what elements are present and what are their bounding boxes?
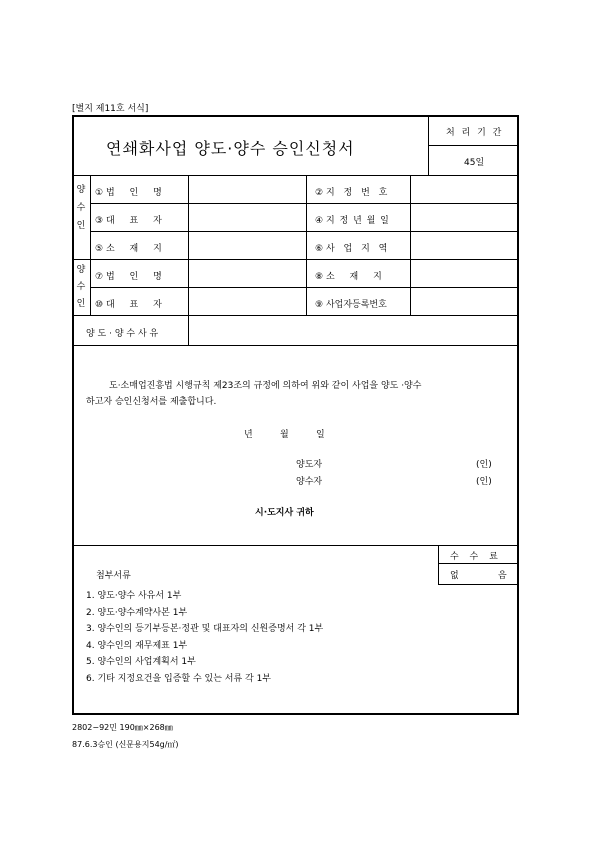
date-day: 일 bbox=[316, 430, 325, 440]
field-designation-date-label: ④ 지 정 년 월 일 bbox=[315, 216, 390, 226]
transferee-group-label: 양 수 인 bbox=[76, 265, 86, 309]
date-month: 월 bbox=[280, 430, 289, 440]
field-designation-number-label: ② 지 정 번 호 bbox=[315, 188, 391, 198]
field-transferee-representative-value[interactable] bbox=[189, 288, 306, 315]
fee-value-left: 없 bbox=[450, 571, 459, 581]
field-business-area-label: ⑥ 사 업 지 역 bbox=[315, 244, 391, 254]
statement-line-1: 도·소매업진흥법 시행규칙 제23조의 규정에 의하여 위와 같이 사업을 양도 ·양수 bbox=[109, 381, 422, 391]
statement-line-2: 하고자 승인신청서를 제출합니다. bbox=[86, 397, 217, 407]
addressee: 시·도지사 귀하 bbox=[255, 508, 314, 518]
field-transferee-corp-name-value[interactable] bbox=[189, 260, 306, 287]
list-item: 5. 양수인의 사업계획서 1부 bbox=[86, 657, 196, 667]
field-number: ① bbox=[95, 188, 104, 198]
field-corp-name-label: ① 법 인 명 bbox=[95, 188, 168, 198]
field-number: ⑤ bbox=[95, 244, 104, 254]
field-location-label: ⑤ 소 재 지 bbox=[95, 244, 168, 254]
field-number: ⑧ bbox=[315, 272, 324, 282]
group-label-divider bbox=[90, 175, 91, 315]
processing-period-label: 처 리 기 간 bbox=[446, 128, 504, 138]
field-number: ③ bbox=[95, 216, 104, 226]
list-item: 1. 양도·양수 사유서 1부 bbox=[86, 591, 182, 601]
frame-right bbox=[517, 115, 519, 715]
field-transferee-location-value[interactable] bbox=[411, 260, 517, 287]
processing-period-value: 45일 bbox=[464, 158, 485, 168]
list-item: 3. 양수인의 등기부등본·정관 및 대표자의 신원증명서 각 1부 bbox=[86, 624, 324, 634]
footer-spec-line-1: 2802−92민 190㎜×268㎜ bbox=[72, 723, 173, 732]
transferor-seal: (인) bbox=[476, 460, 492, 470]
frame-top bbox=[72, 115, 519, 117]
processing-mid-line bbox=[428, 145, 518, 146]
list-item: 4. 양수인의 재무제표 1부 bbox=[86, 640, 188, 651]
footer-spec-line-2: 87.6.3승인 (신문용지54g/㎡) bbox=[72, 740, 179, 749]
field-business-area-value[interactable] bbox=[411, 232, 517, 259]
body-bottom-line bbox=[72, 545, 518, 546]
field-number: ⑨ bbox=[315, 300, 324, 310]
field-location-value[interactable] bbox=[189, 232, 306, 259]
field-transferee-location-label: ⑧ 소 재 지 bbox=[315, 272, 388, 282]
fee-bottom-line bbox=[438, 584, 518, 585]
frame-bottom bbox=[72, 713, 519, 715]
field-number: ④ bbox=[315, 216, 324, 226]
field-number: ⑥ bbox=[315, 244, 324, 254]
fee-mid-line bbox=[438, 563, 518, 564]
field-representative-label: ③ 대 표 자 bbox=[95, 216, 168, 226]
fee-label: 수 수 료 bbox=[450, 552, 502, 562]
field-business-registration-value[interactable] bbox=[411, 288, 517, 315]
field-number: ⑦ bbox=[95, 272, 104, 282]
row-line bbox=[72, 345, 518, 346]
field-transferee-corp-name-label: ⑦ 법 인 명 bbox=[95, 272, 168, 282]
field-transferee-representative-label: ⑩ 대 표 자 bbox=[95, 300, 168, 310]
attachments-list bbox=[86, 588, 323, 687]
transferee-signature-label: 양수자 bbox=[296, 477, 323, 487]
field-designation-date-value[interactable] bbox=[411, 204, 517, 231]
list-item: 2. 양도·양수계약사본 1부 bbox=[86, 607, 188, 618]
field-number: ⑩ bbox=[95, 300, 104, 310]
field-business-registration-label: ⑨ 사업자등록번호 bbox=[315, 300, 387, 310]
transferee-seal: (인) bbox=[476, 477, 492, 487]
date-year: 년 bbox=[244, 430, 253, 440]
field-number: ② bbox=[315, 188, 324, 198]
list-item: 6. 기타 지정요건을 입증할 수 있는 서류 각 1부 bbox=[86, 673, 271, 684]
reason-label: 양 도 · 양 수 사 유 bbox=[86, 329, 159, 339]
attachments-heading: 첨부서류 bbox=[96, 571, 131, 581]
mid-divider bbox=[306, 175, 307, 315]
field-corp-name-value[interactable] bbox=[189, 176, 306, 203]
field-designation-number-value[interactable] bbox=[411, 176, 517, 203]
field-representative-value[interactable] bbox=[189, 204, 306, 231]
reason-value[interactable] bbox=[189, 316, 517, 345]
document-title: 연쇄화사업 양도·양수 승인신청서 bbox=[106, 139, 355, 158]
fee-value-right: 음 bbox=[498, 571, 507, 581]
transferor-group-label: 양 수 인 bbox=[76, 185, 86, 231]
form-number-label: [별지 제11호 서식] bbox=[72, 104, 149, 114]
transferor-signature-label: 양도자 bbox=[296, 460, 323, 470]
fee-divider bbox=[438, 545, 439, 584]
